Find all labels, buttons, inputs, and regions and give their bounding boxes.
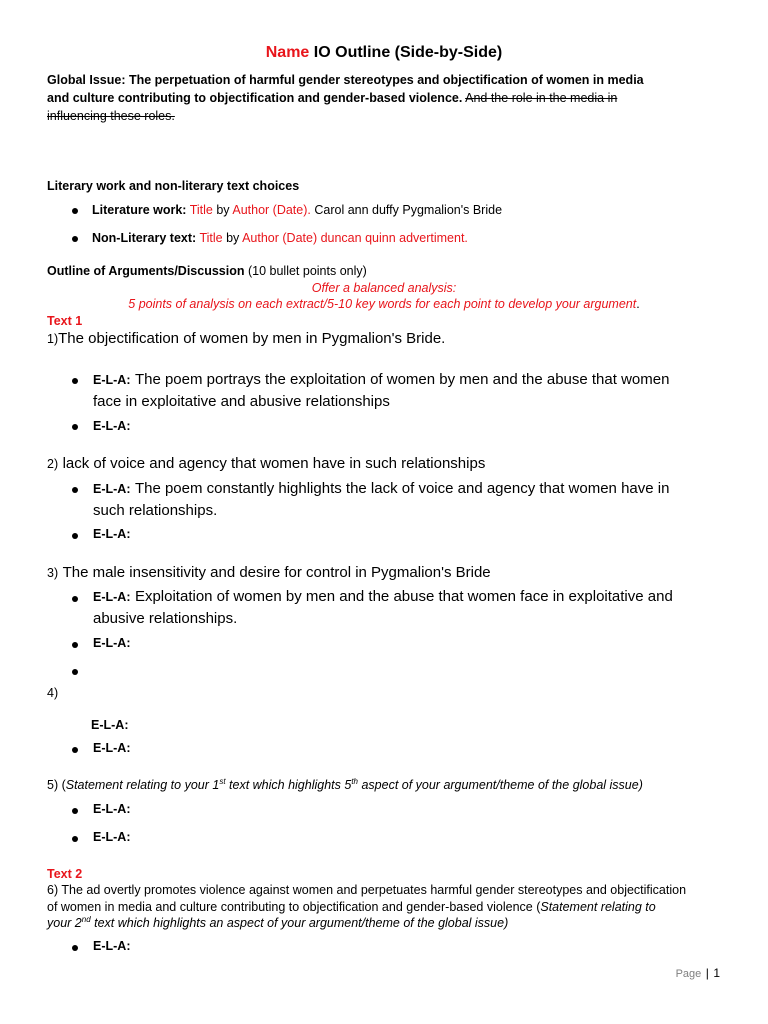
non-literary-author: Author (Date) duncan quinn advertiment. [242,231,468,245]
point-2-ela-1 [93,480,669,498]
point-2-ela-2: E-L-A: [93,527,131,541]
point-1-ela-1 [93,371,669,389]
bullet-icon [72,747,78,753]
point-4-ela-2: E-L-A: [93,741,131,755]
bullet-icon [72,642,78,648]
balanced-analysis: Offer a balanced analysis: [311,281,457,295]
point-2-ela-1-text: The poem constantly highlights the lack of voice and agency that women have in [134,480,670,497]
point-3-text: The male insensitivity and desire for control in Pygmalion's Bride [62,564,491,581]
point-2 [47,455,485,473]
point-1-ela-2: E-L-A: [93,419,131,433]
page-title [0,44,768,62]
bullet-icon [72,533,78,539]
analysis-instructions-line [0,297,768,311]
point-1-number: 1) [47,332,59,346]
literature-work-line [92,203,502,217]
bullet-icon [72,945,78,951]
non-literary-label: Non-Literary text: [92,231,197,245]
point-3 [47,564,491,582]
analysis-instructions: 5 points of analysis on each extract/5-10 key words for each point to develop your argument [128,297,637,311]
analysis-instructions-end: . [636,297,640,311]
ela-label: E-L-A: [93,482,131,496]
point-6-line2 [47,900,656,914]
page-separator: | [705,966,709,980]
bullet-icon [72,236,78,242]
point-1-ela-1-cont: face in exploitative and abusive relationships [93,393,390,410]
title-name: Name [265,44,310,61]
point-4-ela-1: E-L-A: [91,718,129,732]
bullet-icon [72,836,78,842]
literature-value: Carol ann duffy Pygmalion's Bride [314,203,503,217]
bullet-icon [72,424,78,430]
literature-work-label: Literature work: [92,203,187,217]
point-2-ela-1-cont: such relationships. [93,502,218,519]
bullet-icon [72,487,78,493]
point-3-ela-1 [93,588,673,606]
outline-heading-line [47,264,367,278]
ela-label: E-L-A: [93,590,131,604]
page-number: 1 [713,966,720,980]
page-footer [676,964,720,982]
point-4-number: 4) [47,686,59,700]
non-literary-title: Title [199,231,223,245]
point-1-ela-1-text: The poem portrays the exploitation of women by men and the abuse that women [134,371,670,388]
bullet-icon [72,808,78,814]
point-6-line2-italic: Statement relating to [540,900,656,914]
ela-label: E-L-A: [93,373,131,387]
literature-by: by [216,203,230,217]
point-5 [47,778,643,792]
point-6-ela-1: E-L-A: [93,939,131,953]
point-5-ela-2: E-L-A: [93,830,131,844]
global-issue-line2-bold: and culture contributing to objectification and gender-based violence. [47,91,463,105]
point-2-text: lack of voice and agency that women have in such relationships [62,455,486,472]
outline-heading: Outline of Arguments/Discussion [47,264,245,278]
text1-label: Text 1 [47,314,83,328]
bullet-icon [72,669,78,675]
point-5-ela-1: E-L-A: [93,802,131,816]
point-6-line2-text: of women in media and culture contributing to objectification and gender-based violence ( [47,900,541,914]
point-5-number: 5) ( [47,778,66,792]
global-issue-line3: influencing these roles. [47,109,175,123]
point-3-number: 3) [47,566,59,580]
global-issue-struck-text: And the role in the media in [465,91,618,105]
bullet-icon [72,378,78,384]
non-literary-by: by [226,231,240,245]
outline-note: (10 bullet points only) [247,264,367,278]
point-5-text: Statement relating to your 1st text which highlights 5th aspect of your argument/theme of the global issue) [65,776,643,792]
non-literary-line [92,231,468,245]
literature-title: Title [189,203,213,217]
choices-heading: Literary work and non-literary text choices [47,179,300,193]
point-1 [47,330,445,348]
global-issue-line2 [47,91,617,105]
point-3-ela-1-text: Exploitation of women by men and the abuse that women face in exploitative and [134,588,673,605]
point-3-ela-2: E-L-A: [93,636,131,650]
title-rest: IO Outline (Side-by-Side) [313,44,503,61]
point-1-text: The objectification of women by men in Pygmalion's Bride. [58,330,446,347]
text2-label: Text 2 [47,867,83,881]
literature-author: Author (Date). [232,203,311,217]
page-label: Page [675,968,702,980]
bullet-icon [72,208,78,214]
global-issue-line1: Global Issue: The perpetuation of harmful gender stereotypes and objectification of women in media [47,73,644,87]
point-2-number: 2) [47,457,59,471]
point-6-line3: your 2nd text which highlights an aspect of your argument/theme of the global issue) [47,914,509,930]
point-6-line1: 6) The ad overtly promotes violence against women and perpetuates harmful gender stereotypes and objectification [47,883,687,897]
bullet-icon [72,596,78,602]
point-3-ela-1-cont: abusive relationships. [93,610,238,627]
